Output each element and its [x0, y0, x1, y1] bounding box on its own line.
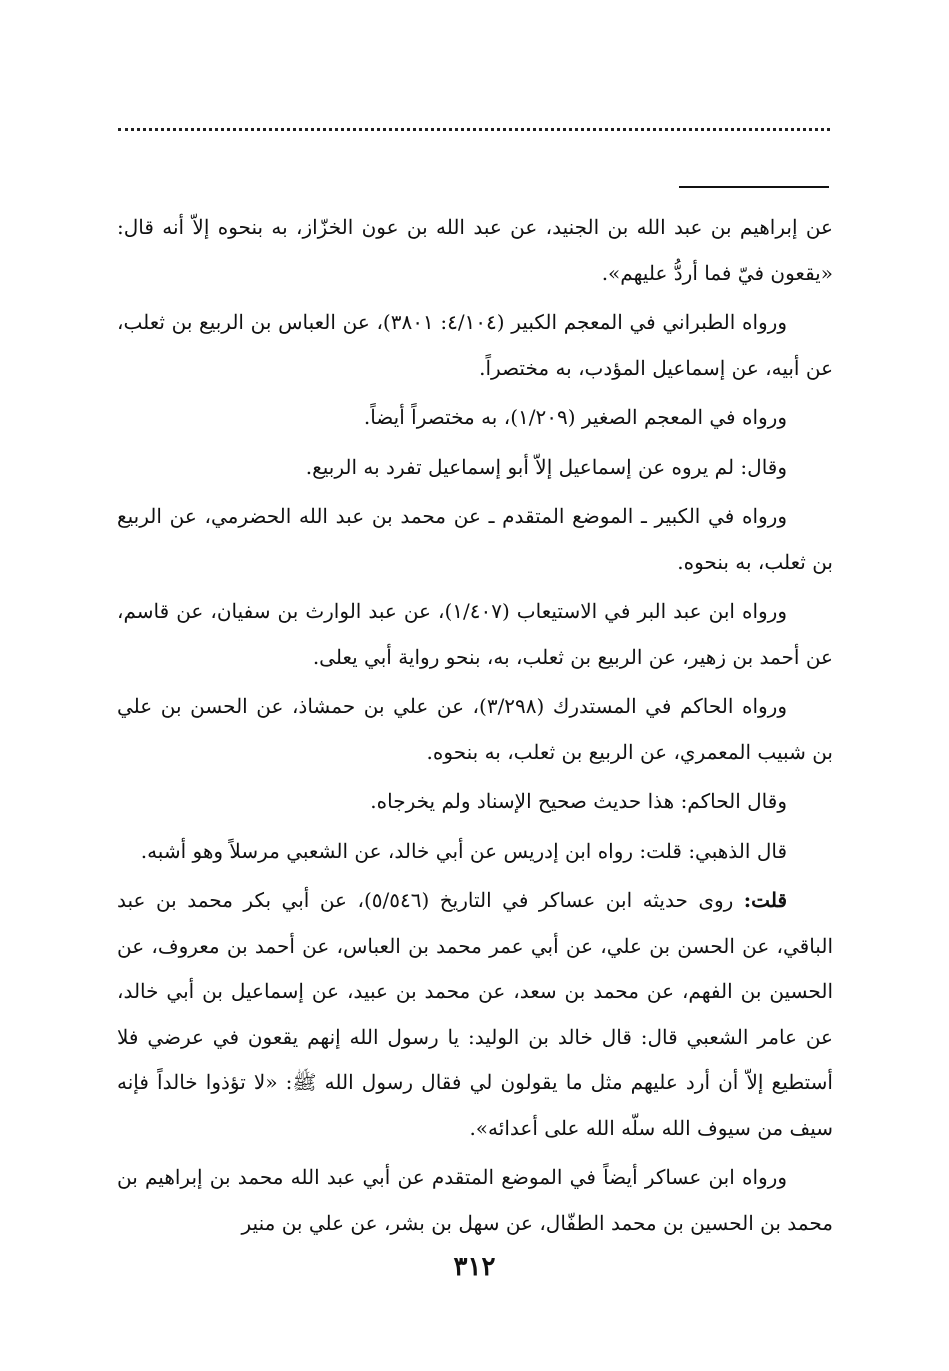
paragraph: [117, 589, 833, 680]
paragraph-text: وقال: لم يروه عن إسماعيل إلاّ أبو إسماعيل تفرد به الربيع.: [305, 454, 787, 479]
paragraph-text: ورواه ابن عساكر أيضاً في الموضع المتقدم عن أبي عبد الله محمد بن إبراهيم بن محمد بن الحسين بن محمد الطفّال، عن سهل بن بشر، عن علي بن منير: [117, 1165, 833, 1235]
paragraph: [117, 494, 833, 585]
paragraph-text: وقال الحاكم: هذا حديث صحيح الإسناد ولم يخرجاه.: [370, 789, 787, 813]
paragraph-text: ورواه في الكبير ـ الموضع المتقدم ـ عن محمد بن عبد الله الحضرمي، عن الربيع بن ثعلب، به بنحوه.: [117, 504, 833, 574]
paragraph: [117, 205, 833, 296]
paragraph: [117, 684, 833, 775]
paragraph: [117, 395, 833, 441]
paragraph-text: ورواه ابن عبد البر في الاستيعاب (١/٤٠٧)، عن عبد الوارث بن سفيان، عن قاسم، عن أحمد بن زهير، عن الربيع بن ثعلب، به، بنحو رواية أبي يعلى.: [117, 599, 833, 669]
paragraph: [117, 779, 833, 825]
footnote-text-block: [117, 205, 833, 1250]
paragraph-text: روى حديثه ابن عساكر في التاريخ (٥/٥٤٦)، عن أبي بكر محمد بن عبد الباقي، عن الحسن بن علي، عن أبي عمر محمد بن العباس، عن أحمد بن معروف، عن الحسين بن الفهم، عن محمد بن سعد، عن محمد بن عبيد، عن إسماعيل بن أبي خالد، عن عامر الشعبي قال: قال خالد بن الوليد: يا رسول الله إنهم يقعون في عرضي فلا أستطيع إلاّ أن أرد عليهم مثل ما يقولون لي فقال رسول الله ﷺ: «لا تؤذوا خالداً فإنه سيف من سيوف الله سلّه الله على أعدائه».: [117, 888, 833, 1140]
paragraph: [117, 1155, 833, 1246]
paragraph-text: ورواه الطبراني في المعجم الكبير (٤/١٠٤: ٣٨٠١)، عن العباس بن الربيع بن ثعلب، عن أبيه، عن إسماعيل المؤدب، به مختصراً.: [117, 310, 833, 380]
paragraph: [117, 445, 833, 491]
paragraph-text: عن إبراهيم بن عبد الله بن الجنيد، عن عبد الله بن عون الخزّاز، به بنحوه إلاّ أنه قال: «يقعون فيّ فما أردُّ عليهم».: [117, 215, 833, 285]
paragraph-lead: قلت:: [743, 888, 787, 912]
paragraph-text: ورواه الحاكم في المستدرك (٣/٢٩٨)، عن علي بن حمشاذ، عن الحسن بن علي بن شبيب المعمري، عن الربيع بن ثعلب، به بنحوه.: [117, 694, 833, 764]
paragraph: [117, 300, 833, 391]
footnote-rule: [679, 186, 829, 188]
paragraph-text: ورواه في المعجم الصغير (١/٢٠٩)، به مختصراً أيضاً.: [363, 405, 787, 429]
dotted-separator: [118, 128, 830, 131]
page-number: ٣١٢: [453, 1252, 496, 1282]
paragraph: [117, 878, 833, 1151]
paragraph-text: قال الذهبي: قلت: رواه ابن إدريس عن أبي خالد، عن الشعبي مرسلاً وهو أشبه.: [140, 838, 787, 863]
paragraph: [117, 829, 833, 875]
